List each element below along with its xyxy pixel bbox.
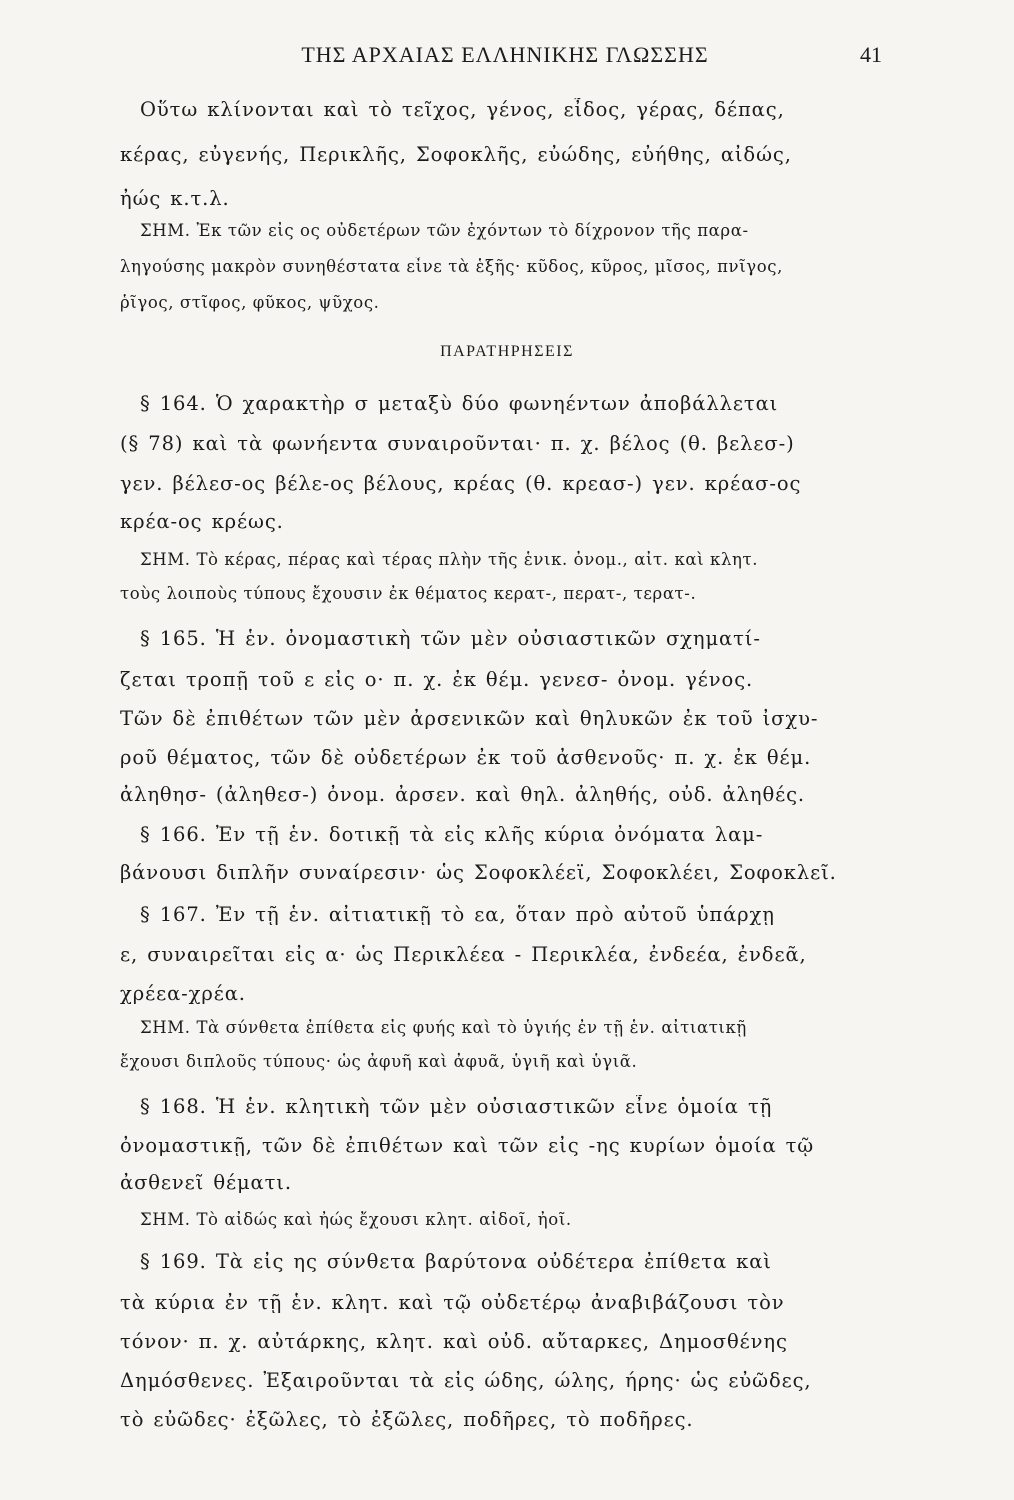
- note-line: ἔχουσι διπλοῦς τύπους· ὡς ἀφυῆ καὶ ἀφυᾶ, ὑγιῆ καὶ ὑγιᾶ.: [120, 1052, 638, 1071]
- note-line: ΣΗΜ. Τὸ αἰδώς καὶ ἠώς ἔχουσι κλητ. αἰδοῖ, ἠοῖ.: [140, 1210, 572, 1229]
- paragraph-167-line: χρέεα-χρέα.: [120, 982, 246, 1005]
- paragraph-165-line: ἀληθησ- (ἀληθεσ-) ὀνομ. ἀρσεν. καὶ θηλ. ἀληθής, οὐδ. ἀληθές.: [120, 783, 806, 806]
- running-head: [120, 42, 890, 72]
- text-line: κέρας, εὐγενής, Περικλῆς, Σοφοκλῆς, εὐώδης, εὐήθης, αἰδώς,: [120, 143, 792, 166]
- paragraph-164-line: γεν. βέλεσ-ος βέλε-ος βέλους, κρέας (θ. κρεασ-) γεν. κρέασ-ος: [120, 472, 802, 495]
- note-line: τοὺς λοιποὺς τύπους ἔχουσιν ἐκ θέματος κερατ-, περατ-, τερατ-.: [120, 584, 697, 603]
- paragraph-166-line: βάνουσι διπλῆν συναίρεσιν· ὡς Σοφοκλέεϊ, Σοφοκλέει, Σοφοκλεῖ.: [120, 861, 837, 884]
- paragraph-165-line: § 165. Ἡ ἑν. ὀνομαστικὴ τῶν μὲν οὐσιαστικῶν σχηματί-: [140, 627, 761, 650]
- paragraph-167-line: § 167. Ἐν τῇ ἑν. αἰτιατικῇ τὸ εα, ὅταν πρὸ αὐτοῦ ὑπάρχῃ: [140, 903, 775, 926]
- paragraph-165-line: Τῶν δὲ ἐπιθέτων τῶν μὲν ἀρσενικῶν καὶ θηλυκῶν ἐκ τοῦ ἰσχυ-: [120, 707, 819, 730]
- paragraph-169-line: § 169. Τὰ εἰς ης σύνθετα βαρύτονα οὐδέτερα ἐπίθετα καὶ: [140, 1250, 772, 1273]
- running-title: ΤΗΣ ΑΡΧΑΙΑΣ ΕΛΛΗΝΙΚΗΣ ΓΛΩΣΣΗΣ: [301, 42, 709, 67]
- note-line: ΣΗΜ. Τὰ σύνθετα ἐπίθετα εἰς φυής καὶ τὸ ὑγιής ἐν τῇ ἑν. αἰτιατικῇ: [140, 1018, 747, 1037]
- paragraph-169-line: τὰ κύρια ἐν τῇ ἑν. κλητ. καὶ τῷ οὐδετέρῳ ἀναβιβάζουσι τὸν: [120, 1291, 785, 1314]
- paragraph-165-line: ροῦ θέματος, τῶν δὲ οὐδετέρων ἐκ τοῦ ἀσθενοῦς· π. χ. ἐκ θέμ.: [120, 746, 812, 769]
- paragraph-168-line: ἀσθενεῖ θέματι.: [120, 1171, 292, 1194]
- note-line: ΣΗΜ. Τὸ κέρας, πέρας καὶ τέρας πλὴν τῆς ἑνικ. ὀνομ., αἰτ. καὶ κλητ.: [140, 550, 759, 569]
- paragraph-164-line: § 164. Ὁ χαρακτὴρ σ μεταξὺ δύο φωνηέντων ἀποβάλλεται: [140, 392, 779, 415]
- paragraph-168-line: ὀνομαστικῇ, τῶν δὲ ἐπιθέτων καὶ τῶν εἰς -ης κυρίων ὁμοία τῷ: [120, 1134, 815, 1157]
- paragraph-166-line: § 166. Ἐν τῇ ἑν. δοτικῇ τὰ εἰς κλῆς κύρια ὀνόματα λαμ-: [140, 823, 764, 846]
- paragraph-164-line: κρέα-ος κρέως.: [120, 510, 284, 533]
- text-line: ἠώς κ.τ.λ.: [120, 187, 230, 210]
- section-heading: ΠΑΡΑΤΗΡΗΣΕΙΣ: [440, 343, 574, 360]
- paragraph-169-line: τὸ εὐῶδες· ἐξῶλες, τὸ ἐξῶλες, ποδῆρες, τὸ ποδῆρες.: [120, 1408, 694, 1431]
- text-line: Οὕτω κλίνονται καὶ τὸ τεῖχος, γένος, εἶδος, γέρας, δέπας,: [140, 98, 785, 121]
- note-line: ῥῖγος, στῖφος, φῦκος, ψῦχος.: [120, 293, 380, 312]
- paragraph-168-line: § 168. Ἡ ἑν. κλητικὴ τῶν μὲν οὐσιαστικῶν εἶνε ὁμοία τῇ: [140, 1095, 773, 1118]
- paragraph-167-line: ε, συναιρεῖται εἰς α· ὡς Περικλέεα - Περικλέα, ἐνδεέα, ἐνδεᾶ,: [120, 943, 807, 966]
- paragraph-169-line: τόνον· π. χ. αὐτάρκης, κλητ. καὶ οὐδ. αὔταρκες, Δημοσθένης: [120, 1330, 788, 1353]
- note-line: ΣΗΜ. Ἐκ τῶν εἰς ος οὐδετέρων τῶν ἐχόντων τὸ δίχρονον τῆς παρα-: [140, 221, 749, 240]
- note-line: ληγούσης μακρὸν συνηθέστατα εἶνε τὰ ἑξῆς· κῦδος, κῦρος, μῖσος, πνῖγος,: [120, 257, 783, 276]
- paragraph-169-line: Δημόσθενες. Ἐξαιροῦνται τὰ εἰς ώδης, ώλης, ήρης· ὡς εὐῶδες,: [120, 1369, 812, 1392]
- paragraph-164-line: (§ 78) καὶ τὰ φωνήεντα συναιροῦνται· π. χ. βέλος (θ. βελεσ-): [120, 432, 795, 455]
- page-number: 41: [860, 42, 882, 67]
- paragraph-165-line: ζεται τροπῇ τοῦ ε εἰς ο· π. χ. ἐκ θέμ. γενεσ- ὀνομ. γένος.: [120, 668, 754, 691]
